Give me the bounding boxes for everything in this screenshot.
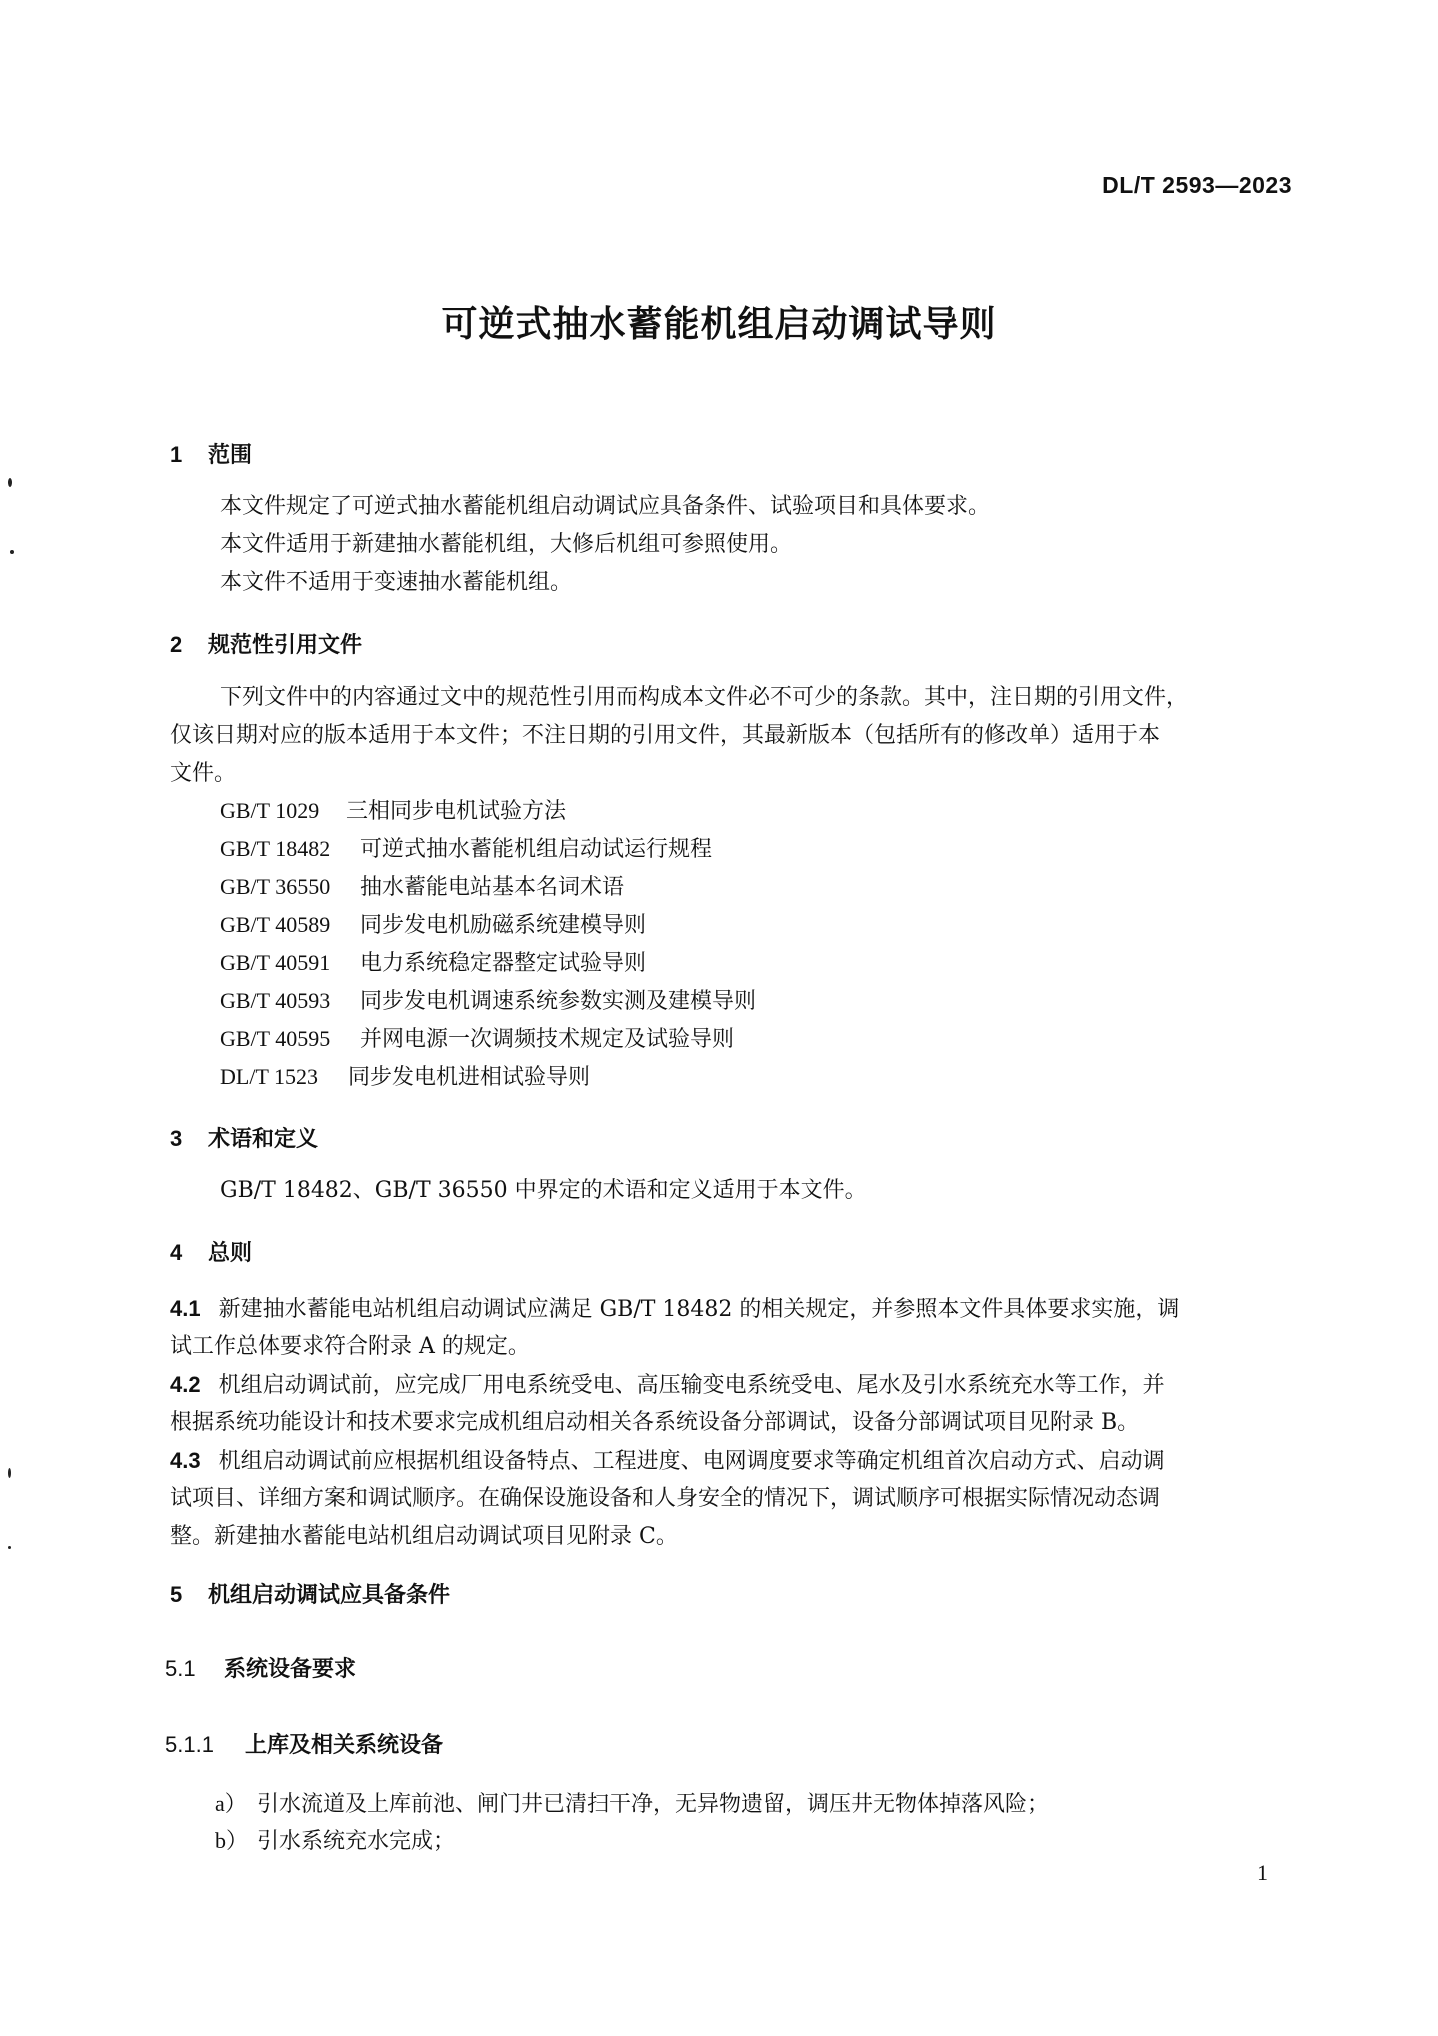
standard-number: DL/T 2593—2023: [1102, 172, 1292, 198]
subsection-heading: [165, 1652, 356, 1683]
subsection-title: 系统设备要求: [224, 1657, 357, 1682]
reference-code: GB/T 40591: [220, 950, 331, 975]
reference-item: [220, 1022, 734, 1053]
clause-text: 机组启动调试前应根据机组设备特点、工程进度、电网调度要求等确定机组首次启动方式、启动调: [218, 1449, 1165, 1474]
subsubsection-heading: [165, 1728, 443, 1759]
section-5-heading: [170, 1578, 450, 1609]
section-3-heading: [170, 1122, 318, 1153]
scan-speck: [8, 478, 12, 487]
list-marker: a）: [215, 1791, 247, 1816]
clause-4-3-line: 整。新建抽水蓄能电站机组启动调试项目见附录 C。: [170, 1524, 678, 1549]
reference-code: GB/T 18482: [220, 836, 331, 861]
reference-item: [220, 870, 624, 901]
clause-4-1-line: 试工作总体要求符合附录 A 的规定。: [170, 1334, 530, 1359]
clause-4-3-line: [170, 1442, 1165, 1481]
section-number: 5: [170, 1582, 183, 1607]
list-text: 引水系统充水完成；: [257, 1829, 456, 1854]
reference-item: [220, 984, 756, 1015]
reference-item: [220, 1060, 590, 1091]
clause-number: 4.3: [170, 1448, 201, 1473]
reference-title: 同步发电机进相试验导则: [348, 1065, 591, 1090]
section-number: 1: [170, 442, 183, 467]
reference-code: GB/T 40593: [220, 988, 331, 1013]
reference-item: [220, 946, 646, 977]
clause-number: 4.1: [170, 1296, 201, 1321]
document-title: 可逆式抽水蓄能机组启动调试导则: [441, 304, 997, 345]
section-1-heading: [170, 438, 252, 469]
section-title: 规范性引用文件: [208, 633, 363, 658]
clause-number: 4.2: [170, 1372, 201, 1397]
scan-speck: [8, 1546, 11, 1549]
section-number: 3: [170, 1126, 183, 1151]
section-title: 总则: [208, 1241, 253, 1266]
section-4-heading: [170, 1236, 252, 1267]
reference-item: [220, 794, 566, 825]
section-2-heading: [170, 628, 362, 659]
reference-title: 抽水蓄能电站基本名词术语: [360, 875, 625, 900]
subsection-number: 5.1: [165, 1656, 196, 1681]
reference-title: 同步发电机励磁系统建模导则: [360, 913, 647, 938]
paragraph-line: 下列文件中的内容通过文中的规范性引用而构成本文件必不可少的条款。其中，注日期的引用文件，: [220, 685, 1189, 710]
reference-code: GB/T 40589: [220, 912, 331, 937]
reference-code: GB/T 36550: [220, 874, 331, 899]
section-number: 4: [170, 1240, 183, 1265]
subsubsection-title: 上库及相关系统设备: [245, 1733, 444, 1758]
reference-title: 电力系统稳定器整定试验导则: [360, 951, 647, 976]
list-marker: b）: [215, 1828, 249, 1853]
list-item: [215, 1824, 455, 1855]
reference-code: GB/T 40595: [220, 1026, 331, 1051]
reference-title: 可逆式抽水蓄能机组启动试运行规程: [360, 837, 713, 862]
clause-4-2-line: [170, 1366, 1165, 1405]
subsubsection-number: 5.1.1: [165, 1732, 214, 1757]
section-title: 机组启动调试应具备条件: [208, 1583, 451, 1608]
clause-4-1-line: [170, 1290, 1179, 1329]
section-title: 范围: [208, 443, 253, 468]
reference-title: 并网电源一次调频技术规定及试验导则: [360, 1027, 735, 1052]
clause-4-3-line: 试项目、详细方案和调试顺序。在确保设施设备和人身安全的情况下，调试顺序可根据实际情况动态调: [170, 1486, 1161, 1511]
reference-code: GB/T 1029: [220, 798, 320, 823]
clause-text: 新建抽水蓄能电站机组启动调试应满足 GB/T 18482 的相关规定，并参照本文件具体要求实施，调: [218, 1297, 1180, 1322]
list-text: 引水流道及上库前池、闸门井已清扫干净，无异物遗留，调压井无物体掉落风险；: [257, 1792, 1050, 1817]
reference-item: [220, 832, 712, 863]
scan-speck: [8, 1468, 11, 1478]
clause-4-2-line: 根据系统功能设计和技术要求完成机组启动相关各系统设备分部调试，设备分部调试项目见附录 B。: [170, 1410, 1140, 1435]
reference-title: 三相同步电机试验方法: [346, 799, 567, 824]
list-item: [215, 1787, 1049, 1818]
page-number: 1: [1257, 1860, 1268, 1885]
paragraph: 本文件不适用于变速抽水蓄能机组。: [220, 570, 573, 595]
paragraph: 本文件适用于新建抽水蓄能机组，大修后机组可参照使用。: [220, 532, 793, 557]
section-title: 术语和定义: [208, 1127, 319, 1152]
reference-item: [220, 908, 646, 939]
clause-text: 机组启动调试前，应完成厂用电系统受电、高压输变电系统受电、尾水及引水系统充水等工作，并: [218, 1373, 1165, 1398]
scan-speck: [10, 550, 14, 554]
paragraph-line: 仅该日期对应的版本适用于本文件；不注日期的引用文件，其最新版本（包括所有的修改单）适用于本: [170, 723, 1161, 748]
reference-title: 同步发电机调速系统参数实测及建模导则: [360, 989, 757, 1014]
reference-code: DL/T 1523: [220, 1064, 318, 1089]
section-number: 2: [170, 632, 183, 657]
paragraph: GB/T 18482、GB/T 36550 中界定的术语和定义适用于本文件。: [220, 1178, 867, 1203]
paragraph-line: 文件。: [170, 761, 237, 786]
paragraph: 本文件规定了可逆式抽水蓄能机组启动调试应具备条件、试验项目和具体要求。: [220, 494, 991, 519]
